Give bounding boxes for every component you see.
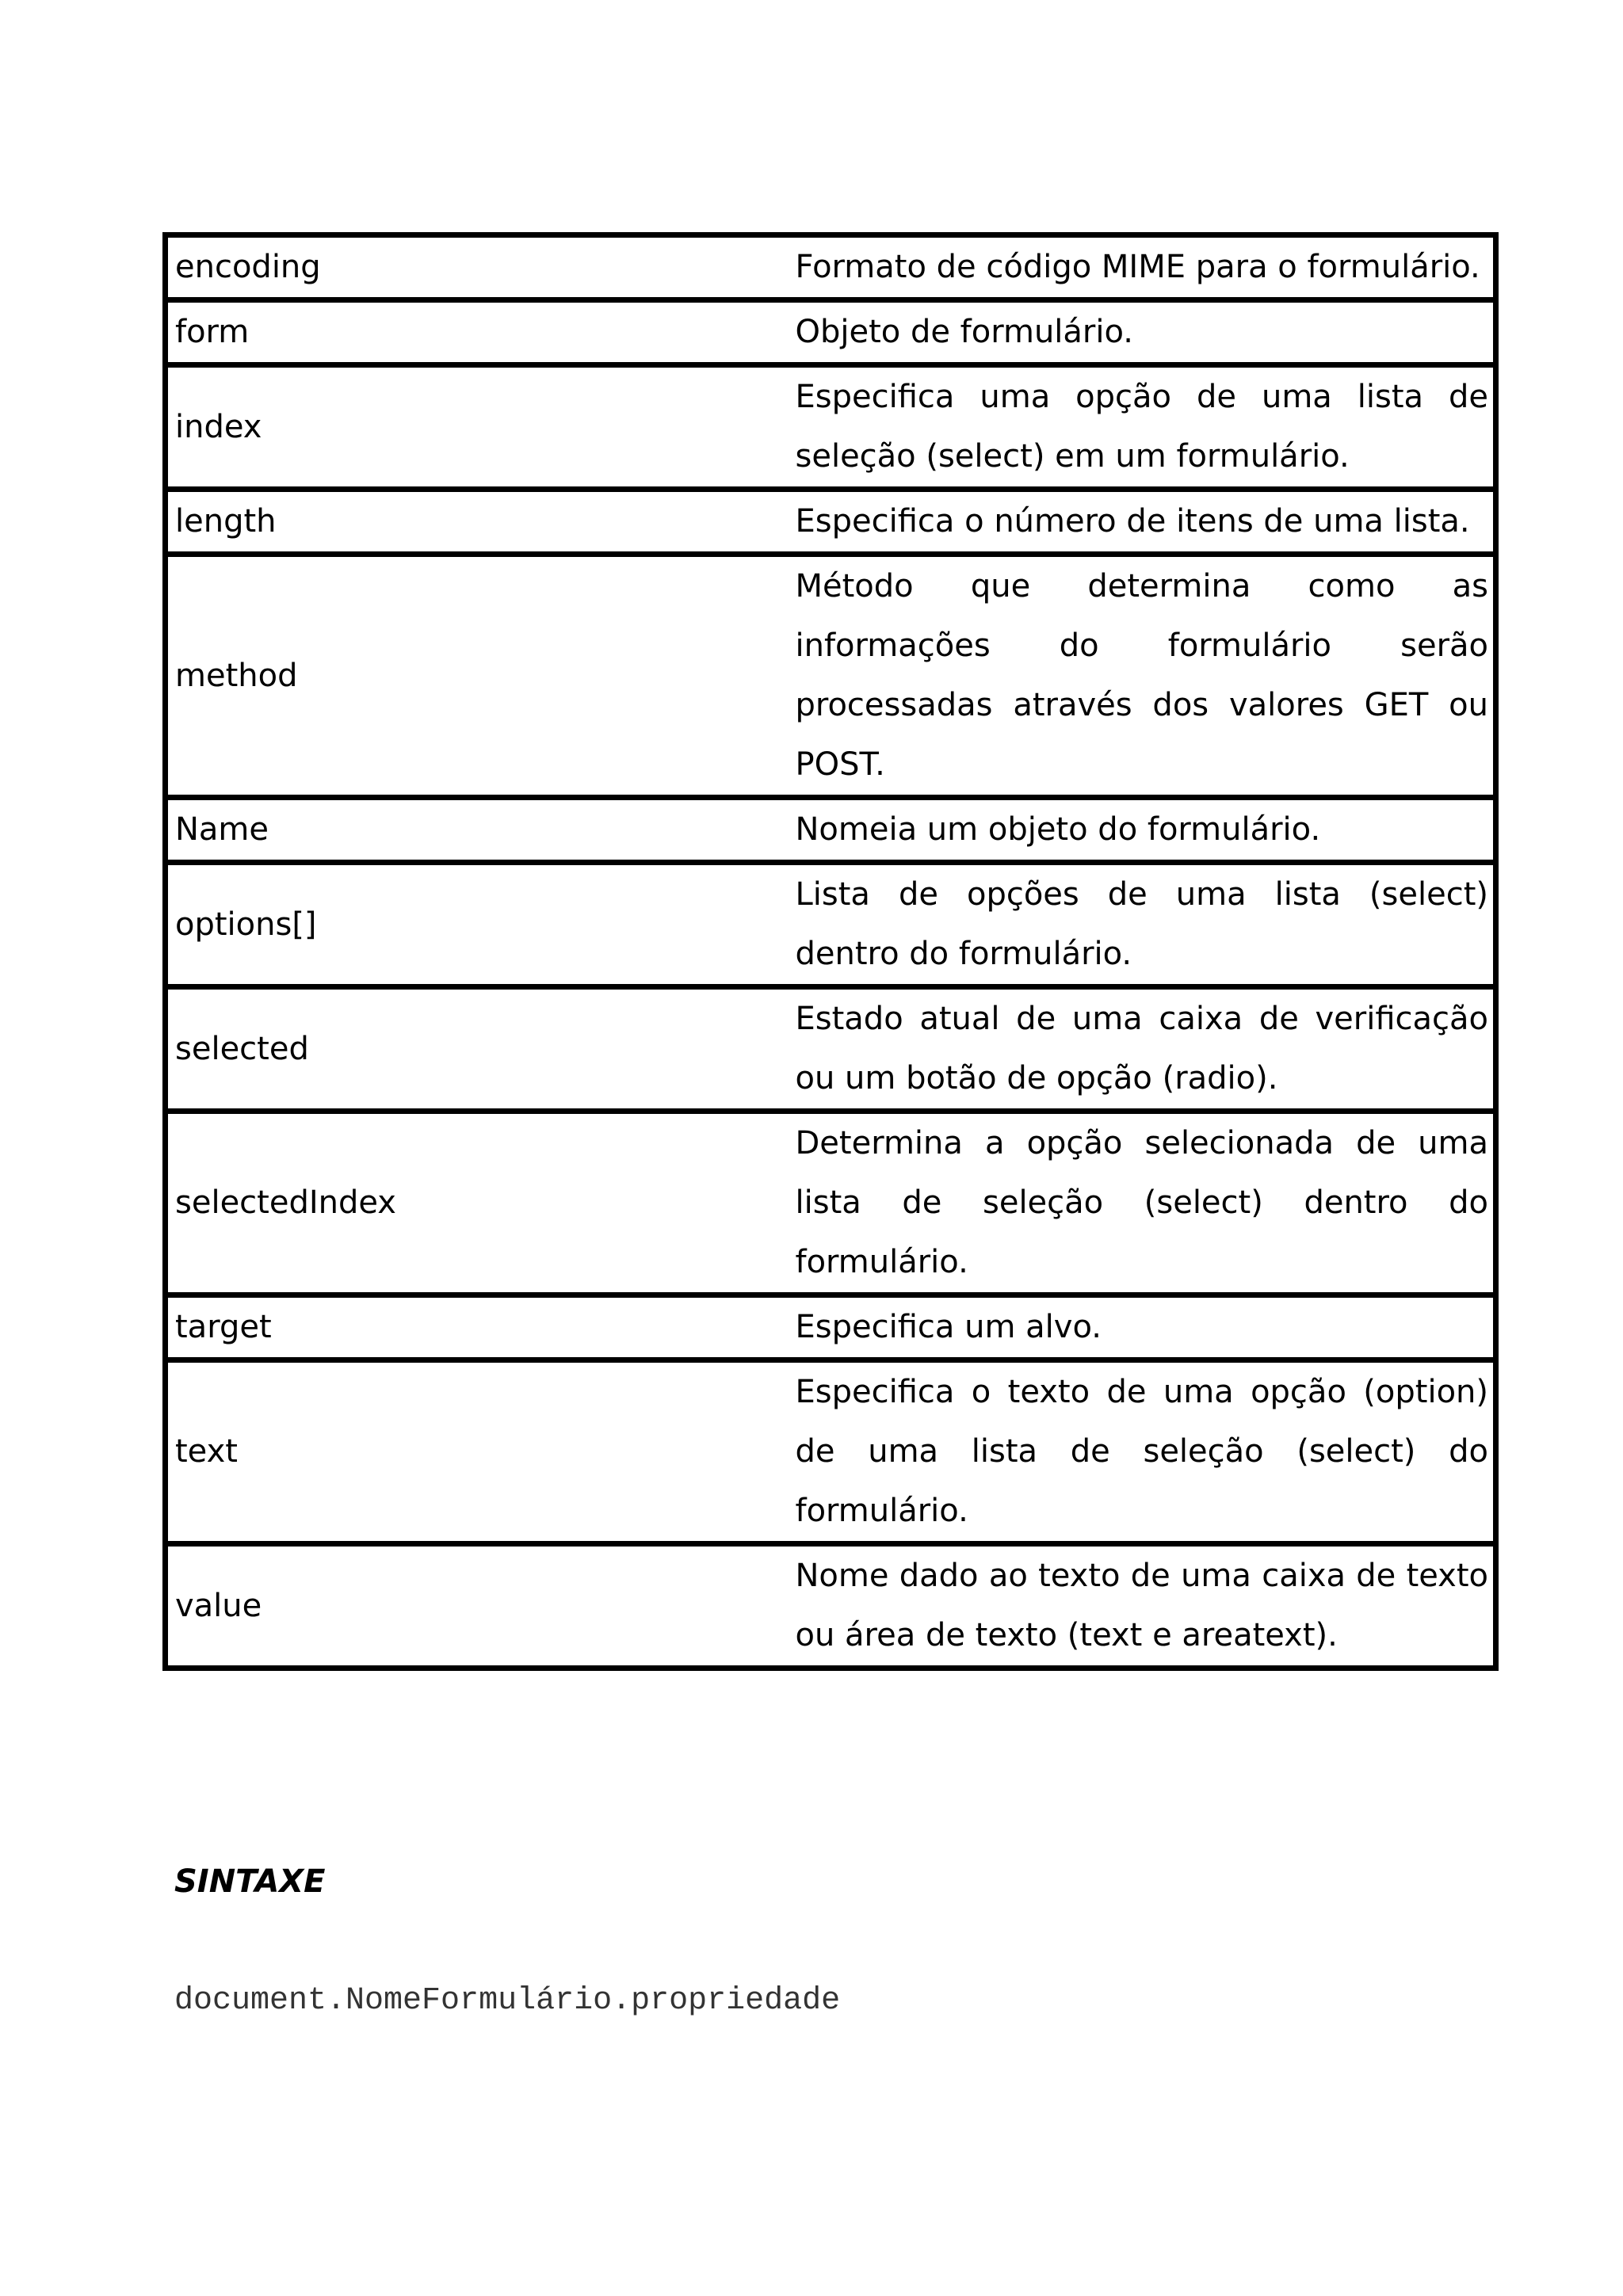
property-name-cell: form [166, 300, 796, 365]
syntax-heading: SINTAXE [174, 1863, 326, 1900]
table-row [166, 300, 1496, 365]
property-name-cell: encoding [166, 235, 796, 300]
property-description-cell: Método que determina como as informações do formulário serão processadas através dos valores GET ou POST. [796, 555, 1496, 798]
property-description-cell: Determina a opção selecionada de uma lista de seleção (select) dentro do formulário. [796, 1112, 1496, 1295]
table-row [166, 365, 1496, 490]
table-row [166, 1295, 1496, 1360]
table-row [166, 1544, 1496, 1669]
table-row [166, 555, 1496, 798]
syntax-code-line: document.NomeFormulário.propriedade [174, 1983, 841, 2019]
property-description-cell: Nomeia um objeto do formulário. [796, 798, 1496, 863]
property-description-cell: Especifica uma opção de uma lista de seleção (select) em um formulário. [796, 365, 1496, 490]
table-row [166, 1112, 1496, 1295]
table-row [166, 490, 1496, 555]
form-properties-table [162, 232, 1499, 1671]
property-description-cell: Formato de código MIME para o formulário. [796, 235, 1496, 300]
property-name-cell: value [166, 1544, 796, 1669]
property-name-cell: text [166, 1360, 796, 1544]
property-name-cell: method [166, 555, 796, 798]
property-name-cell: index [166, 365, 796, 490]
table-row [166, 1360, 1496, 1544]
property-description-cell: Estado atual de uma caixa de verificação ou um botão de opção (radio). [796, 987, 1496, 1112]
table-row [166, 798, 1496, 863]
property-name-cell: Name [166, 798, 796, 863]
table-row [166, 235, 1496, 300]
table-row [166, 863, 1496, 987]
property-description-cell: Especifica um alvo. [796, 1295, 1496, 1360]
property-description-cell: Lista de opções de uma lista (select) dentro do formulário. [796, 863, 1496, 987]
property-name-cell: length [166, 490, 796, 555]
property-name-cell: target [166, 1295, 796, 1360]
property-description-cell: Objeto de formulário. [796, 300, 1496, 365]
property-description-cell: Especifica o número de itens de uma lista. [796, 490, 1496, 555]
property-description-cell: Nome dado ao texto de uma caixa de texto ou área de texto (text e areatext). [796, 1544, 1496, 1669]
table-row [166, 987, 1496, 1112]
property-description-cell: Especifica o texto de uma opção (option) de uma lista de seleção (select) do formulário. [796, 1360, 1496, 1544]
property-name-cell: options[] [166, 863, 796, 987]
property-name-cell: selectedIndex [166, 1112, 796, 1295]
property-name-cell: selected [166, 987, 796, 1112]
